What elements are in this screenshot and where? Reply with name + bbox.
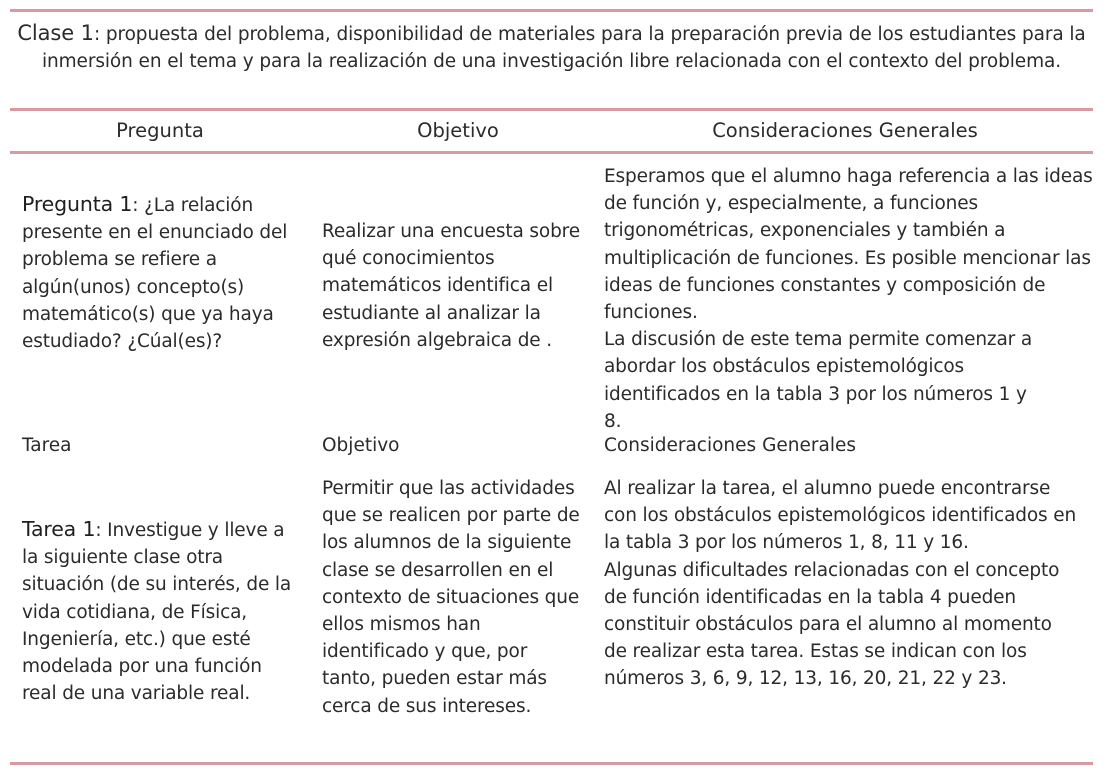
caption-lead: Clase 1	[17, 21, 94, 45]
task-text: : Investigue y lleve a la siguiente clase otra situación (de su interés, de la vida cotidiana, de Física, Ingeniería, etc.) que esté modelada por una función real de una variable real.	[22, 520, 292, 705]
considerations-cell-1	[604, 163, 1094, 435]
question-lead: Pregunta 1	[22, 192, 133, 216]
objective-cell-1	[322, 218, 580, 354]
subheader-consideraciones: Consideraciones Generales	[604, 435, 856, 456]
question-cell	[22, 191, 294, 355]
header-pregunta: Pregunta	[116, 119, 204, 142]
subheader-objetivo: Objetivo	[322, 435, 400, 456]
question-text: : ¿La relación presente en el enunciado del problema se refiere a algún(unos) concepto(s) matemático(s) que ya haya estudiado? ¿Cúal(es)?	[22, 195, 288, 353]
top-rule	[10, 9, 1093, 12]
objective-text-2: Permitir que las actividades que se realicen por parte de los alumnos de la siguiente clase se desarrollen en el contexto de situaciones que ellos mismos han identificado y que, por tanto, pueden estar más cerca de sus intereses.	[322, 478, 580, 717]
table-caption	[10, 20, 1093, 75]
task-lead: Tarea 1	[22, 517, 96, 541]
caption-text: : propuesta del problema, disponibilidad de materiales para la preparación previa de los estudiantes para la inmersión en el tema y para la realización de una investigación libre relacionada con el contexto del problema.	[41, 24, 1086, 72]
considerations-1-p2: La discusión de este tema permite comenzar a abordar los obstáculos epistemológicos identificados en la tabla 3 por los números 1 y 8.	[604, 329, 1033, 432]
bottom-rule	[10, 762, 1093, 765]
header-consideraciones: Consideraciones Generales	[712, 119, 978, 142]
caption-rule	[10, 108, 1093, 111]
considerations-2-p2: Algunas dificultades relacionadas con el concepto de función identificadas en la tabla 4 pueden constituir obstáculos para el alumno al momento de realizar esta tarea. Estas se indican con los números 3, 6, 9, 12, 13, 16, 20, 21, 22 y 23.	[604, 559, 1060, 690]
objective-cell-2	[322, 475, 584, 720]
objective-text-1: Realizar una encuesta sobre qué conocimientos matemáticos identifica el estudiante al analizar la expresión algebraica de .	[322, 221, 580, 351]
considerations-1-p1: Esperamos que el alumno haga referencia a las ideas de función y, especialmente, a funciones trigonométricas, exponenciales y también a multiplicación de funciones. Es posible mencionar las ideas de funciones constantes y composición de funciones.	[604, 166, 1093, 324]
subheader-tarea: Tarea	[22, 435, 72, 456]
considerations-cell-2	[604, 475, 1088, 693]
task-cell	[22, 516, 298, 707]
considerations-2-p1: Al realizar la tarea, el alumno puede encontrarse con los obstáculos epistemológicos identificados en la tabla 3 por los números 1, 8, 11 y 16.	[604, 478, 1077, 554]
header-objetivo: Objetivo	[417, 119, 499, 142]
header-rule	[10, 151, 1093, 154]
